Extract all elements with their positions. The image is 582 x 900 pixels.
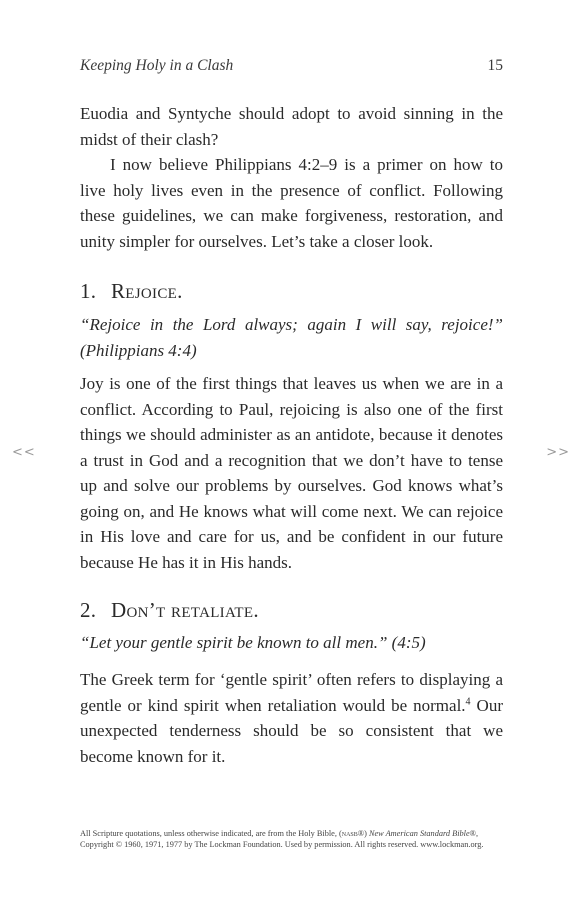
section-number: 2. [80, 598, 97, 622]
scripture-quote: “Rejoice in the Lord always; again I will say, rejoice!” (Philippians 4:4) [80, 315, 503, 360]
section-body-dont-retaliate [80, 667, 503, 769]
running-head [80, 57, 503, 75]
copyright-footnote [80, 829, 504, 850]
page-number: 15 [487, 57, 503, 74]
footnote-bible-title: New American Standard Bible [368, 829, 470, 838]
footnote-abbrev: nasb [341, 829, 358, 838]
section-title: Rejoice. [111, 279, 183, 303]
section-heading-rejoice [80, 279, 503, 304]
intro-paragraph: I now believe Philippians 4:2–9 is a primer on how to live holy lives even in the presence of conflict. Following these guidelines, we can make forgiveness, restoration, and unity simpler for ourselves. Let’s take a closer look. [80, 155, 503, 251]
scripture-quote: “Let your gentle spirit be known to all men.” (4:5) [80, 633, 426, 652]
running-head-title: Keeping Holy in a Clash [80, 57, 234, 74]
section-body-rejoice: Joy is one of the first things that leaves us when we are in a conflict. According to Paul, rejoicing is also one of the first things we should administer as an antidote, because it denotes a trust in God and a recognition that we don’t have to tense up and solve our problems by ourselves. God knows what’s going on, and He knows what will come next. We can rejoice in His love and care for us, and be confident in our future because He has it in His hands. [80, 374, 503, 572]
section-heading-dont-retaliate [80, 598, 503, 623]
body-text: Our unexpected tenderness should be so consistent that we become known for it. [80, 695, 503, 766]
section-number: 1. [80, 279, 97, 303]
section-title: Don’t retaliate. [111, 598, 259, 622]
intro-paragraph-continued: Euodia and Syntyche should adopt to avoid sinning in the midst of their clash? [80, 104, 503, 149]
body-text: The Greek term for ‘gentle spirit’ often refers to displaying a gentle or kind spirit when retaliation would be normal. [80, 670, 503, 715]
previous-page-button[interactable]: << [12, 445, 36, 460]
footnote-text: All Scripture quotations, unless otherwise indicated, are from the Holy Bible, ( [80, 829, 342, 838]
footnote-reference[interactable]: 4 [465, 695, 471, 707]
footnote-text: ®) [357, 829, 369, 838]
next-page-button[interactable]: >> [546, 445, 570, 460]
footnote-text: ®, Copyright © 1960, 1971, 1977 by The Lockman Foundation. Used by permission. All rights reserved. www.lockman.org. [80, 829, 484, 849]
